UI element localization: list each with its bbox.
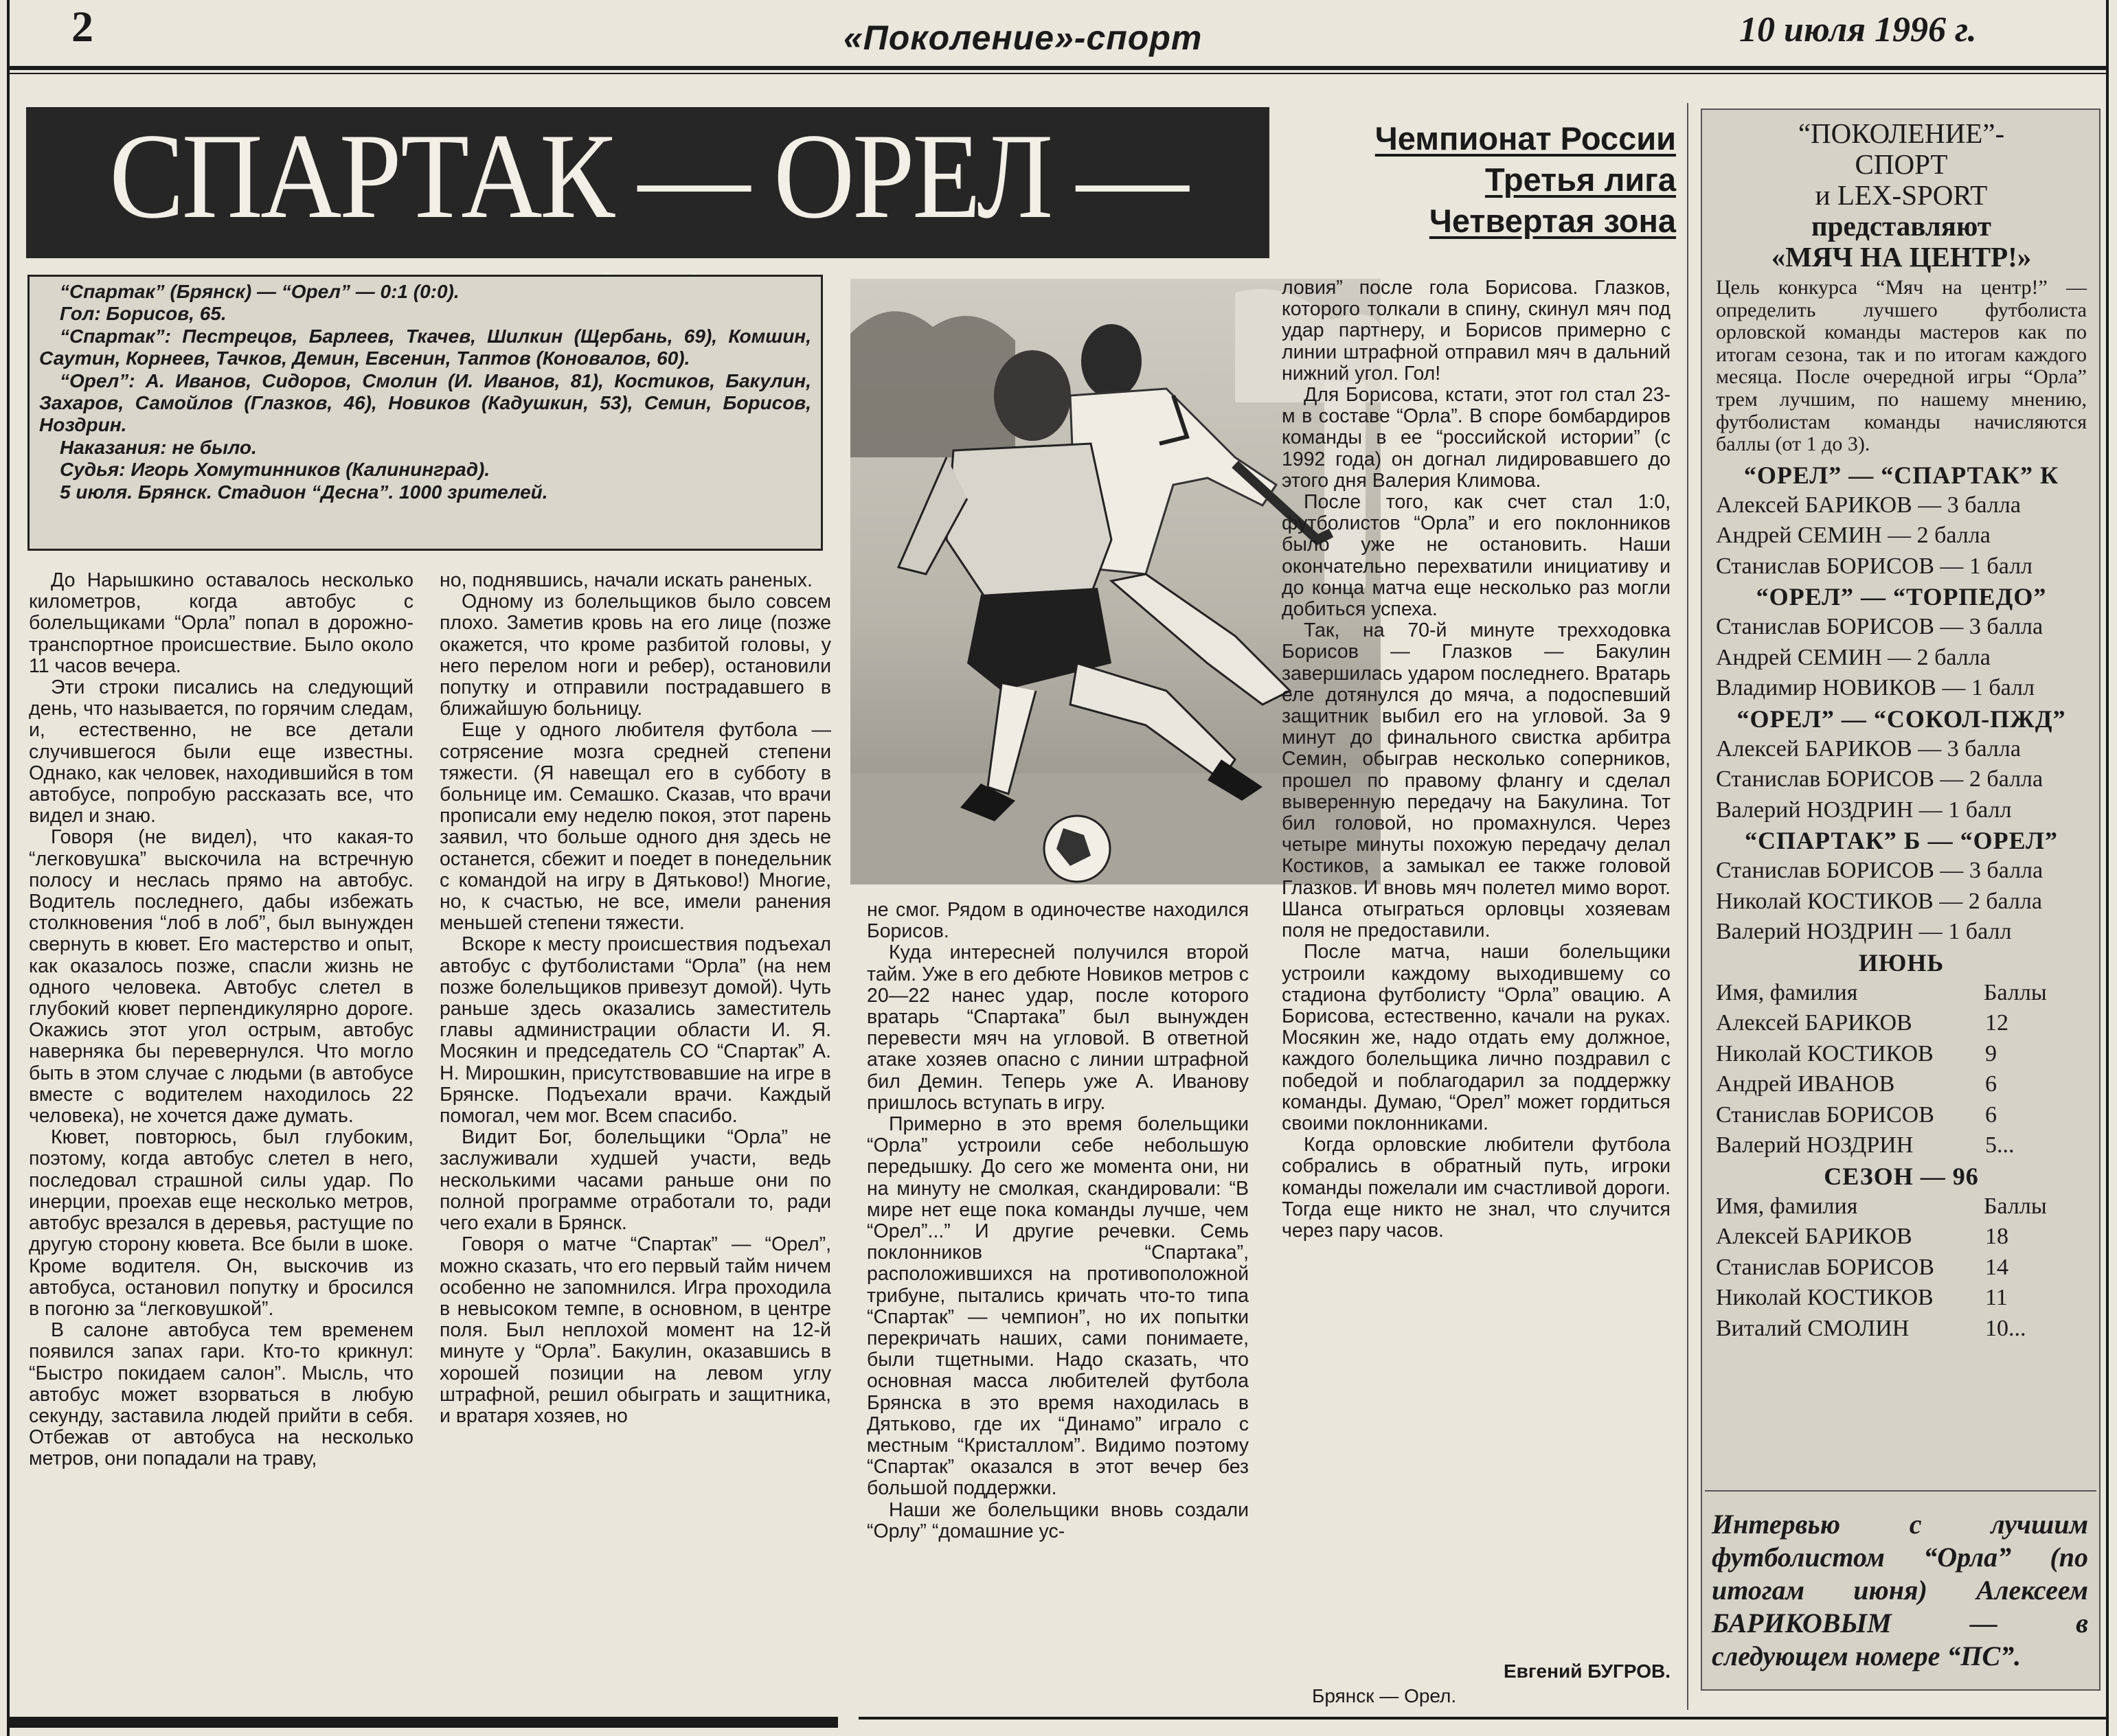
player-points: 6 — [1985, 1101, 1997, 1128]
paragraph: Куда интересней получился второй тайм. Уже в его дебюте Новиков метров с 20—22 нанес удар, после которого вратарь “Спартака” был вынужден перевести мяч на угловой. В ответной атаке хозяев опасно с линии штрафной бил Демин. Теперь уже А. Иванову пришлось вступать в игру. — [867, 941, 1249, 1114]
june-heading: ИЮНЬ — [1858, 948, 1945, 976]
paragraph: Видит Бог, болельщики “Орла” не заслуживали худшей участи, ведь несколькими часами раньше они по полной программе отработали то, ради чего ехали в Брянск. — [440, 1126, 831, 1235]
paragraph: Когда орловские любители футбола собрались в обратный путь, игроки команды пожелали им счастливой дороги. Тогда еще никто не знал, что случится через пару часов. — [1282, 1134, 1671, 1242]
match-goal: Гол: Борисов, 65. — [60, 303, 227, 325]
rating-row: Валерий НОЗДРИН — 1 балл — [1716, 797, 2012, 823]
paragraph: Вскоре к месту происшествия подъехал автобус с футболистами “Орла” (на нем позже болельщиков привезут домой). Чуть раньше здесь оказались заместитель главы администрации области И. Я. Мосякин и председатель СО “Спартак” А. Н. Мирошкин, присутствовавшие на игре в Брянске. Подъехали врачи. Каждый помогал, чем мог. Всем спасибо. — [440, 933, 831, 1128]
player-name: Николай КОСТИКОВ — [1716, 1040, 1934, 1066]
paragraph: Говоря о матче “Спартак” — “Орел”, можно сказать, что его первый тайм ничем особенно не запомнился. Игра проходила в невысоком темпе, в основном, в центре поля. Был неплохой момент на 12-й минуте у “Орла”. Бакулин, оказавшись в хорошей позиции на левом углу штрафной, решил обыграть и защитника, и вратаря хозяев, но — [440, 1233, 831, 1427]
paragraph: После матча, наши болельщики устроили каждому выходившему со стадиона футболисту “Орла” овацию. А Борисова, естественно, качали на руках. Мосякин же, надо отдать ему должное, каждого болельщика лично поздравил с победой и поблагодарил за поддержку команды. Думаю, “Орел” может гордиться своими поклонниками. — [1282, 941, 1671, 1134]
paragraph: Еще у одного любителя футбола — сотрясение мозга средней степени тяжести. (Я навещал его в субботу в больнице им. Семашко. Сказав, что врачи прописали ему неделю покоя, этот парень заявил, что больше одного дня здесь не останется, сбежит и поедет в понедельник с командой на игру в Дятьково!) Многие, но, к счастью, не все, имели ранения меньшей степени тяжести. — [440, 719, 831, 935]
paragraph: В салоне автобуса тем временем появился запах гари. Кто-то крикнул: “Быстро покидаем салон”. Мысль, что автобус может взорваться в любую секунду, заставила людей прийти в себя. Отбежав от автобуса на несколько метров, они попадали на траву, — [29, 1319, 414, 1470]
sidebar-title-2: СПОРТ — [1855, 148, 1948, 180]
match-heading: “ОРЕЛ” — “ТОРПЕДО” — [1756, 583, 2047, 611]
rating-row: Станислав БОРИСОВ — 3 балла — [1716, 858, 2044, 884]
paragraph: Примерно в это время болельщики “Орла” устроили себе небольшую передышку. До сего же момента они, ни на минуту не смолкая, скандировали: “В мире нет еще пока команды лучше, чем “Орел”...” И другие речевки. Семь поклонников “Спартака”, расположившихся на противоположной трибуне, пытались кричать что-то типа “Спартак” — чемпион”, но их попытки перекричать наших, сами понимаете, были тщетными. Надо сказать, что основная масса любителей футбола Брянска в это время находилась в Дятьково, где их “Динамо” играло с местным “Кристаллом”. Видимо поэтому “Спартак” оказался в этот вечер без большой поддержки. — [867, 1113, 1249, 1500]
sidebar-separator — [1687, 103, 1688, 1710]
zone-title: Четвертая зона — [1429, 203, 1676, 239]
paragraph: Говоря (не видел), что какая-то “легковушка” выскочила на встречную полосу и неслась прямо на автобус. Водитель последнего, дабы избежать столкновения “лоб в лоб”, был вынужден свернуть в кювет. Его мастерство и опыт, как оказалось позже, спасли жизнь не одного человека. Автобус слетел в глубокий кювет перпендикулярно дороге. Окажись этот угол острым, автобус наверняка бы перевернулся. Что могло быть в этом случае с людьми (в автобусе вместе с водителем находилось 22 человека), не хочется даже думать. — [29, 826, 414, 1128]
header-rule-thin — [10, 73, 2106, 74]
player-name: Виталий СМОЛИН — [1716, 1315, 1910, 1341]
contest-sidebar — [1701, 108, 2101, 1691]
player-name: Валерий НОЗДРИН — [1716, 1132, 1914, 1158]
player-name: Станислав БОРИСОВ — [1716, 1101, 1934, 1128]
paragraph: До Нарышкино оставалось несколько километров, когда автобус с болельщиками “Орла” попал в дорожно-транспортное происшествие. Было около 11 часов вечера. — [29, 569, 414, 677]
season-row — [1716, 1314, 2087, 1345]
page-left-edge — [7, 0, 10, 1736]
match-heading: “ОРЕЛ” — “СОКОЛ-ПЖД” — [1736, 705, 2066, 733]
sidebar-title-1: “ПОКОЛЕНИЕ”- — [1798, 117, 2005, 149]
june-row — [1716, 1008, 2087, 1039]
paragraph: Эти строки писались на следующий день, что называется, по горячим следам, и, естественно, не все детали случившегося были еще известны. Однако, как человек, находившийся в том автобусе, попробую рассказать все, что видел и знаю. — [29, 676, 414, 827]
issue-date: 10 июля 1996 г. — [1739, 10, 1977, 49]
june-col-points: Баллы — [1984, 979, 2047, 1005]
article-column-1 — [29, 570, 414, 1470]
paragraph: Так, на 70-й минуте трехходовка Борисов — Глазков — Бакулин завершилась ударом последнего. Вратарь еле дотянулся до мяча, а подоспевший защитник выбил его на угловой. За 9 минут до финального свистка арбитра Семин, обыграв несколько соперников, прошел по правому флангу и сделал выверенную передачу на Бакулина. Тот бил головой, но промахнулся. Через четыре минуты похожую передачу делал Костиков, а замыкал ее также головой Глазков. И вновь мяч полетел мимо ворот. Шанса отыграться орловцы хозяевам поля не предоставили. — [1282, 619, 1671, 942]
header-rule — [10, 66, 2106, 70]
lineup-orel: “Орел”: А. Иванов, Сидоров, Смолин (И. Иванов, 81), Костиков, Бакулин, Захаров, Самойлов (Глазков, 46), Новиков (Кадушкин, 53), Семин, Борисов, Ноздрин. — [39, 369, 811, 436]
sidebar-presents: представляют — [1811, 210, 1991, 242]
player-points: 12 — [1985, 1010, 2008, 1036]
page-right-edge — [2106, 0, 2109, 1736]
player-points: 11 — [1985, 1285, 2008, 1311]
paragraph: После того, как счет стал 1:0, футболистов “Орла” и его поклонников было уже не остановить. Наши окончательно перехватили инициативу и до конца матча еще несколько раз могли добиться успеха. — [1282, 491, 1671, 621]
sidebar-title-3: и LEX-SPORT — [1815, 179, 1988, 211]
player-name: Станислав БОРИСОВ — [1716, 1254, 1934, 1280]
lineup-spartak: “Спартак”: Пестрецов, Барлеев, Ткачев, Шилкин (Щербань, 69), Комшин, Саутин, Корнеев, Тачков, Демин, Евсенин, Таптов (Коновалов, 60). — [39, 325, 811, 369]
rating-row: Алексей БАРИКОВ — 3 балла — [1716, 735, 2021, 762]
june-row — [1716, 1069, 2087, 1100]
match-heading: “ОРЕЛ” — “СПАРТАК” К — [1743, 461, 2059, 489]
june-col-name: Имя, фамилия — [1716, 979, 1858, 1005]
contest-description: Цель конкурса “Мяч на центр!” — определить лучшего футболиста орловской команды мастеров как по итогам сезона, так и по итогам каждого месяца. После очередной игры “Орла” трем лучшим, по нашему мнению, футболистам команды начисляются баллы (от 1 до 3). — [1716, 276, 2087, 456]
season-row — [1716, 1283, 2087, 1314]
article-column-2 — [440, 570, 831, 1427]
bottom-band-left — [10, 1717, 838, 1728]
headline — [26, 107, 1269, 258]
player-name: Алексей БАРИКОВ — [1716, 1224, 1912, 1250]
rating-row: Станислав БОРИСОВ — 1 балл — [1716, 553, 2033, 579]
match-info-box — [27, 275, 823, 551]
bottom-band-right — [859, 1717, 2106, 1720]
headline-text: СПАРТАК — ОРЕЛ — — [109, 108, 1186, 244]
championship-block — [1291, 118, 1676, 242]
player-name: Николай КОСТИКОВ — [1716, 1285, 1934, 1311]
match-venue: 5 июля. Брянск. Стадион “Десна”. 1000 зрителей. — [60, 481, 548, 503]
paragraph: Для Борисова, кстати, этот гол стал 23-м в составе “Орла”. В споре бомбардиров команды в ее “российской истории” (с 1992 года) он догнал лидировавшего до этого дня Валерия Климова. — [1282, 384, 1671, 492]
rating-row: Станислав БОРИСОВ — 2 балла — [1716, 766, 2044, 792]
match-heading: “СПАРТАК” Б — “ОРЕЛ” — [1745, 827, 2058, 855]
paragraph: Одному из болельщиков было совсем плохо. Заметив кровь на его лице (позже окажется, что кроме разбитой головы, у него перелом ноги и ребер), остановили попутку и отправили пострадавшего в ближайшую больницу. — [440, 591, 831, 720]
season-row — [1716, 1253, 2087, 1283]
season-heading: СЕЗОН — 96 — [1824, 1162, 1979, 1190]
season-row — [1716, 1222, 2087, 1253]
article-column-4 — [1282, 277, 1671, 1242]
player-points: 14 — [1985, 1254, 2008, 1280]
interview-announcement: Интервью с лучшим футболистом “Орла” (по итогам июня) Алексеем БАРИКОВЫМ — в следующем номере “ПС”. — [1712, 1509, 2088, 1671]
june-row — [1716, 1100, 2087, 1131]
match-referee: Судья: Игорь Хомутинников (Калининград). — [60, 459, 490, 481]
article-author: Евгений БУГРОВ. — [1503, 1660, 1671, 1682]
article-column-3 — [867, 900, 1249, 1542]
paragraph: Кювет, повторюсь, был глубоким, поэтому, когда автобус слетел в него, последовал страшной силы удар. По инерции, проехав еще несколько метров, автобус врезался в деревья, растущие по другую сторону кювета. Все были в шоке. Кроме водителя. Он, выскочив из автобуса, остановил попутку и бросился в погоню за “легковушкой”. — [29, 1126, 414, 1320]
match-result: “Спартак” (Брянск) — “Орел” — 0:1 (0:0). — [60, 281, 460, 302]
paragraph: ловия” после гола Борисова. Глазков, которого толкали в спину, скинул мяч под удар партнеру, и Борисов примерно с линии штрафной отправил мяч в дальний нижний угол. Гол! — [1282, 277, 1671, 385]
rating-row: Николай КОСТИКОВ — 2 балла — [1716, 888, 2042, 914]
page-number: 2 — [71, 2, 93, 51]
rating-row: Андрей СЕМИН — 2 балла — [1716, 644, 1991, 670]
paragraph: Наши же болельщики вновь создали “Орлу” “домашние ус- — [867, 1498, 1249, 1542]
sidebar-divider — [1705, 1490, 2096, 1492]
rating-row: Станислав БОРИСОВ — 3 балла — [1716, 614, 2044, 640]
paragraph: но, поднявшись, начали искать раненых. — [440, 569, 813, 591]
rating-row: Андрей СЕМИН — 2 балла — [1716, 523, 1991, 549]
player-points: 9 — [1985, 1040, 1997, 1066]
season-col-points: Баллы — [1984, 1193, 2047, 1219]
league-title: Третья лига — [1484, 161, 1676, 198]
player-points: 6 — [1985, 1071, 1997, 1097]
june-table-header — [1716, 978, 2087, 1009]
player-name: Андрей ИВАНОВ — [1716, 1071, 1895, 1097]
contest-name: «МЯЧ НА ЦЕНТР!» — [1771, 241, 2032, 273]
player-points: 10... — [1985, 1315, 2026, 1341]
player-name: Алексей БАРИКОВ — [1716, 1010, 1912, 1036]
match-penalties: Наказания: не было. — [60, 436, 257, 458]
season-col-name: Имя, фамилия — [1716, 1193, 1858, 1219]
player-points: 5... — [1985, 1132, 2015, 1158]
championship-title: Чемпионат России — [1374, 120, 1676, 157]
paragraph: не смог. Рядом в одиночестве находился Борисов. — [867, 899, 1249, 943]
article-place: Брянск — Орел. — [1312, 1685, 1457, 1706]
rating-row: Алексей БАРИКОВ — 3 балла — [1716, 492, 2021, 518]
season-table-header — [1716, 1191, 2087, 1222]
june-row — [1716, 1130, 2087, 1161]
newspaper-title: «Поколение»-спорт — [844, 19, 1203, 57]
june-row — [1716, 1039, 2087, 1070]
player-points: 18 — [1985, 1224, 2008, 1250]
rating-row: Валерий НОЗДРИН — 1 балл — [1716, 919, 2012, 945]
rating-row: Владимир НОВИКОВ — 1 балл — [1716, 675, 2035, 701]
